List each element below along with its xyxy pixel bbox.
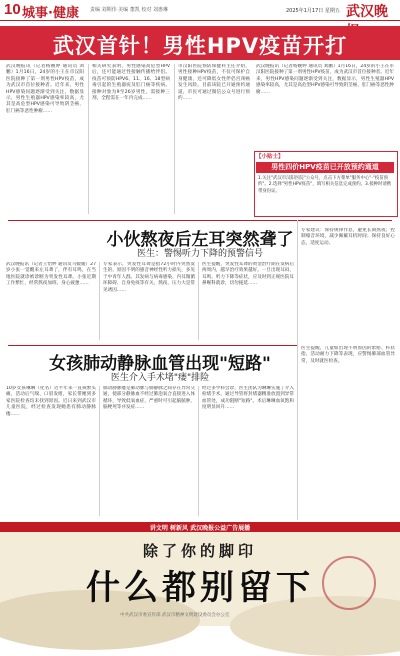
newspaper-logo: 武汉晚	[346, 4, 388, 20]
story3-col4: 医生提醒，儿童如出现不明原因的紫绀、杵状指、活动耐力下降等表现，应警惕肺部血管异常，及时就医检查。	[301, 346, 395, 364]
psa-bar-text: 讲文明 树新风 武汉晚报公益广告展播	[149, 525, 251, 532]
section-name: 城事·健康	[22, 6, 79, 21]
column-divider	[99, 262, 100, 340]
column-divider	[88, 64, 89, 214]
story1-col3: 市汉阳医院预防保健科主任介绍，男性接种HPV疫苗，不仅可保护自身健康，还可降低女性伴侣宫颈癌发生风险。目前该院已开通预约通道，市民可通过微信公众号进行预约……	[178, 64, 250, 102]
story2-col4: 专家建议：保持规律作息，避免长期熬夜；控制噪音环境，减少佩戴耳机时间；保持良好心态，适度运动。	[301, 228, 395, 246]
story1-col2: 相关研究表明，男性感染高危型HPV后，还可能通过性接触传播给伴侣。疫苗可预防HPV6、11、16、18型病毒引起的生殖器疣及肛门癌等疾病。接种对象为9至26岁男性，需接种三剂，全程需在一年内完成……	[92, 64, 170, 102]
story3-col3: 经过多学科会诊，医生团队为琳琳实施了介入栓堵手术，通过导管将封堵器精准放置到异常血管处，成功阻断"短路"。术后琳琳血氧饱和度明显回升……	[202, 386, 294, 411]
section-rule	[8, 345, 297, 346]
headline-hpv: 武汉首针！男性HPV疫苗开打	[52, 34, 348, 58]
column-divider	[198, 386, 199, 516]
tips-tag: 【小贴士】	[256, 154, 284, 160]
story3-col2: 肺动静脉瘘是肺动脉与肺静脉之间存在异常交通，使部分静脉血不经过肺泡氧合直接进入体循环，导致低氧血症，严重时可引起脑脓肿、脑梗死等并发症……	[103, 386, 195, 411]
headline-deafness: 小伙熬夜后左耳突然聋了	[106, 230, 294, 250]
headline-lung: 女孩肺动静脉血管出现"短路"	[49, 354, 271, 374]
issue-date: 2025年1月17日 星期五	[286, 8, 340, 14]
editor-credits: 责编 刘期伟 美编 董凯 校对 刘惠琳	[90, 7, 168, 13]
story2-col1: 武汉晚报讯（记者王怡婷 通讯员马媛媛）27岁小张一觉醒来左耳聋了，伴有耳鸣，在当地医院就诊被诊断为突发性耳聋。小张近期工作繁忙，经常熬夜加班，身心疲惫……	[6, 262, 96, 287]
psa-line1: 除了你的脚印	[142, 542, 257, 560]
psa-credit: 中共武汉市委宣传部 武汉市精神文明建设委员会办公室	[120, 613, 230, 618]
story2-col3: 医生提醒，突发性耳聋的黄金治疗期在发病后两周内，越早治疗效果越好。一旦出现耳闷、耳鸣、听力下降等症状，应及时到正规医院耳鼻喉科就诊，切勿拖延……	[202, 262, 294, 287]
subheadline-lung: 医生介入手术堵"瘘"排险	[110, 373, 210, 383]
tips-text: 1.关注"武汉市汉阳医院"公众号，点击下方菜单"服务中心"-"疫苗预约"。2.选择"男性HPV疫苗"，填写相关信息完成预约。3.接种时请携带身份证。	[258, 176, 392, 194]
column-divider	[198, 262, 199, 340]
subheadline-deafness: 医生：警惕听力下降的预警信号	[136, 249, 263, 259]
story2-col2: 专家表示，突发性耳聋是指72小时内突然发生的、原因不明的感音神经性听力损失，多见于中青年人群。其发病与病毒感染、内耳微循环障碍、自身免疫等有关，熬夜、压力大是常见诱因……	[103, 262, 195, 293]
story3-col1: 10岁女孩琳琳（化名）近半年来一直频繁头痛，活动后气喘、口唇发绀，家长带她到多家医院检查均未找到原因。近日来到武汉市儿童医院，经过检查发现她患有肺动静脉瘘……	[6, 386, 96, 417]
column-divider	[174, 64, 175, 214]
page-number: 10	[4, 1, 21, 18]
psa-line2: 什么都别留下	[86, 568, 314, 608]
story1-col4: 武汉晚报讯（记者杨婉婷 通讯员 刘鹏）1月16日，24岁的小王在市汉阳医院接种了第一剂男性HPV疫苗，成为武汉市首位接种者。近年来，男性HPV感染问题逐渐受到关注，数据显示，男性生殖器HPV感染率较高，尤其是高危型HPV感染可导致阴茎癌、肛门癌等恶性肿瘤……	[256, 64, 394, 95]
tips-title: 男性四价HPV疫苗已开放预约通道	[256, 162, 394, 173]
section-rule	[8, 220, 392, 221]
story1-col1: 武汉晚报讯（记者杨婉婷 通讯员 刘鹏）1月16日，24岁的小王在市汉阳医院接种了第一剂男性HPV疫苗，成为武汉市首位接种者。近年来，男性HPV感染问题逐渐受到关注，数据显示，男性生殖器HPV感染率较高，尤其是高危型HPV感染可导致阴茎癌、肛门癌等恶性肿瘤……	[6, 64, 84, 114]
column-divider	[99, 386, 100, 516]
